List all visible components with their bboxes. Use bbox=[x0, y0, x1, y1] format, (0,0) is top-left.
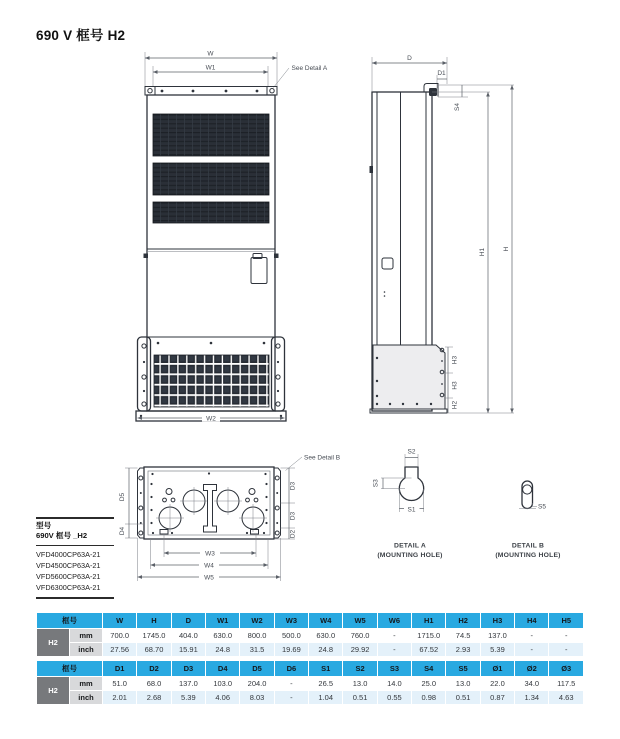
dimension-value: 22.0 bbox=[480, 677, 514, 691]
detail-a-title: DETAIL A bbox=[393, 542, 427, 550]
dimension-value: 700.0 bbox=[103, 629, 137, 643]
keypad bbox=[251, 258, 267, 284]
unit-cell: inch bbox=[70, 691, 103, 705]
dimension-value: 4.63 bbox=[549, 691, 584, 705]
dimension-value: 630.0 bbox=[206, 629, 240, 643]
detail-b bbox=[495, 481, 560, 559]
frame-column-header: 框号 bbox=[37, 661, 103, 677]
column-header-d1: D1 bbox=[103, 661, 137, 677]
dimension-value: - bbox=[377, 643, 411, 657]
model-list-items bbox=[36, 546, 114, 597]
column-header-d3: D3 bbox=[171, 661, 205, 677]
dimension-value: 1715.0 bbox=[412, 629, 446, 643]
dimension-value: 51.0 bbox=[103, 677, 137, 691]
dimension-value: 74.5 bbox=[446, 629, 480, 643]
frame-column-header: 框号 bbox=[37, 613, 103, 629]
keyhole-shape bbox=[399, 467, 423, 501]
dimension-value: 5.39 bbox=[171, 691, 205, 705]
column-header-w4: W4 bbox=[309, 613, 343, 629]
dim-label-d5: D5 bbox=[119, 492, 126, 502]
column-header-d6: D6 bbox=[274, 661, 308, 677]
page-title: 690 V 框号 H2 bbox=[36, 28, 126, 43]
column-header-h5: H5 bbox=[549, 613, 584, 629]
model-item: VFD4500CP63A-21 bbox=[36, 561, 101, 570]
dimension-value: 404.0 bbox=[171, 629, 205, 643]
dimension-value: 5.39 bbox=[480, 643, 514, 657]
dim-label-h: H bbox=[503, 246, 510, 252]
column-header-w2: W2 bbox=[240, 613, 274, 629]
side-keypad bbox=[382, 258, 393, 269]
dim-label-d2: D2 bbox=[289, 529, 297, 539]
column-header-w3: W3 bbox=[274, 613, 308, 629]
dimension-value: 137.0 bbox=[171, 677, 205, 691]
dim-label-s1: S1 bbox=[407, 506, 416, 514]
dim-label-h2: H2 bbox=[451, 400, 459, 410]
dim-label-d3-lower: D3 bbox=[289, 511, 297, 521]
dim-label-d4: D4 bbox=[119, 526, 126, 536]
dim-label-h1: H1 bbox=[479, 247, 486, 257]
dim-label-s2: S2 bbox=[407, 448, 416, 456]
dimension-value: 103.0 bbox=[206, 677, 240, 691]
see-detail-a-label: See Detail A bbox=[291, 65, 328, 72]
dimension-value: 0.87 bbox=[480, 691, 514, 705]
dim-label-d3-upper: D3 bbox=[289, 481, 297, 491]
dimension-value: - bbox=[515, 643, 549, 657]
dimension-table-1 bbox=[36, 612, 584, 657]
dimension-value: 24.8 bbox=[309, 643, 343, 657]
terminal-box bbox=[373, 345, 445, 409]
mounting-hole bbox=[270, 89, 274, 93]
side-view bbox=[370, 55, 515, 413]
column-header-h2: H2 bbox=[446, 613, 480, 629]
bottom-view bbox=[119, 455, 340, 582]
detail-a-subtitle: (MOUNTING HOLE) bbox=[377, 552, 443, 559]
unit-cell: mm bbox=[70, 629, 103, 643]
dimension-value: 31.5 bbox=[240, 643, 274, 657]
vent-panel bbox=[153, 163, 269, 195]
front-view bbox=[136, 51, 328, 423]
dim-label-s5: S5 bbox=[538, 503, 546, 511]
mounting-hole bbox=[148, 89, 152, 93]
dimension-value: 27.56 bbox=[103, 643, 137, 657]
cable-entry-holes bbox=[156, 487, 267, 532]
model-item: VFD5600CP63A-21 bbox=[36, 572, 101, 581]
dimension-value: 0.55 bbox=[377, 691, 411, 705]
dim-label-w4: W4 bbox=[204, 562, 214, 570]
dimension-value: 1.34 bbox=[515, 691, 549, 705]
dimension-value: 630.0 bbox=[309, 629, 343, 643]
vent-panel bbox=[153, 114, 269, 156]
divider bbox=[36, 597, 114, 599]
column-header-h4: H4 bbox=[515, 613, 549, 629]
dimension-value: - bbox=[377, 629, 411, 643]
dim-label-h3-upper: H3 bbox=[451, 355, 459, 365]
dim-label-d1: D1 bbox=[437, 70, 446, 77]
column-header-s4: S4 bbox=[412, 661, 446, 677]
model-list bbox=[36, 517, 114, 599]
column-header-d: D bbox=[171, 613, 205, 629]
frame-cell: H2 bbox=[37, 677, 70, 705]
dimension-value: 4.06 bbox=[206, 691, 240, 705]
dimension-value: 19.69 bbox=[274, 643, 308, 657]
frame-cell: H2 bbox=[37, 629, 70, 657]
dim-label-h3-lower: H3 bbox=[451, 381, 459, 390]
dimension-value: 13.0 bbox=[343, 677, 377, 691]
column-header-w6: W6 bbox=[377, 613, 411, 629]
dim-label-w5: W5 bbox=[204, 574, 214, 582]
dim-label-w2: W2 bbox=[206, 415, 216, 423]
dim-label-s4: S4 bbox=[454, 103, 461, 111]
model-item: VFD4000CP63A-21 bbox=[36, 550, 101, 559]
dimension-value: 13.0 bbox=[446, 677, 480, 691]
dimension-value: 117.5 bbox=[549, 677, 584, 691]
dimension-value: 2.68 bbox=[137, 691, 171, 705]
column-header-s5: S5 bbox=[446, 661, 480, 677]
dim-label-w: W bbox=[207, 50, 214, 58]
dim-label-w1: W1 bbox=[205, 64, 216, 72]
column-header-s2: S2 bbox=[343, 661, 377, 677]
dimension-value: 1.04 bbox=[309, 691, 343, 705]
column-header-w: W bbox=[103, 613, 137, 629]
dimension-value: 68.70 bbox=[137, 643, 171, 657]
detail-b-title: DETAIL B bbox=[511, 542, 545, 550]
column-header-d4: D4 bbox=[206, 661, 240, 677]
dimension-value: 800.0 bbox=[240, 629, 274, 643]
dimension-value: 0.51 bbox=[446, 691, 480, 705]
dim-label-d: D bbox=[407, 55, 412, 62]
dimension-value: - bbox=[274, 691, 308, 705]
column-header-d5: D5 bbox=[240, 661, 274, 677]
dimension-value: 15.91 bbox=[171, 643, 205, 657]
dim-label-s3: S3 bbox=[372, 479, 380, 488]
model-list-heading: 型号 bbox=[36, 520, 52, 530]
column-header-h: H bbox=[137, 613, 171, 629]
unit-cell: mm bbox=[70, 677, 103, 691]
dim-label-w3: W3 bbox=[205, 550, 215, 558]
dimension-tables bbox=[36, 612, 584, 708]
dimension-value: 2.01 bbox=[103, 691, 137, 705]
dimension-value: 14.0 bbox=[377, 677, 411, 691]
model-item: VFD6300CP63A-21 bbox=[36, 583, 101, 592]
dimension-value: 137.0 bbox=[480, 629, 514, 643]
column-header-ø3: Ø3 bbox=[549, 661, 584, 677]
dimension-value: 2.93 bbox=[446, 643, 480, 657]
unit-cell: inch bbox=[70, 643, 103, 657]
dimension-value: 204.0 bbox=[240, 677, 274, 691]
dimension-value: 67.52 bbox=[412, 643, 446, 657]
detail-a bbox=[373, 449, 443, 560]
column-header-w1: W1 bbox=[206, 613, 240, 629]
model-list-subheading: 690V 框号 _H2 bbox=[36, 531, 88, 540]
dimension-value: 760.0 bbox=[343, 629, 377, 643]
see-detail-b-label: See Detail B bbox=[304, 454, 341, 462]
dimension-value: 29.92 bbox=[343, 643, 377, 657]
dimension-value: - bbox=[549, 643, 584, 657]
column-header-s3: S3 bbox=[377, 661, 411, 677]
dimension-value: 34.0 bbox=[515, 677, 549, 691]
dimension-value: - bbox=[274, 677, 308, 691]
dimension-value: 25.0 bbox=[412, 677, 446, 691]
column-header-ø1: Ø1 bbox=[480, 661, 514, 677]
column-header-ø2: Ø2 bbox=[515, 661, 549, 677]
detail-b-subtitle: (MOUNTING HOLE) bbox=[495, 552, 561, 559]
column-header-d2: D2 bbox=[137, 661, 171, 677]
dimension-value: 8.03 bbox=[240, 691, 274, 705]
vent-grid bbox=[154, 355, 269, 407]
dimension-table-2 bbox=[36, 660, 584, 705]
dimension-value: 68.0 bbox=[137, 677, 171, 691]
dimension-value: - bbox=[515, 629, 549, 643]
dimension-value: - bbox=[549, 629, 584, 643]
column-header-s1: S1 bbox=[309, 661, 343, 677]
dimension-value: 26.5 bbox=[309, 677, 343, 691]
vent-panel bbox=[153, 202, 269, 223]
column-header-w5: W5 bbox=[343, 613, 377, 629]
dimension-value: 0.98 bbox=[412, 691, 446, 705]
column-header-h3: H3 bbox=[480, 613, 514, 629]
dimension-value: 1745.0 bbox=[137, 629, 171, 643]
dimension-value: 24.8 bbox=[206, 643, 240, 657]
center-divider bbox=[204, 485, 217, 533]
dimension-value: 0.51 bbox=[343, 691, 377, 705]
dimension-value: 500.0 bbox=[274, 629, 308, 643]
column-header-h1: H1 bbox=[412, 613, 446, 629]
